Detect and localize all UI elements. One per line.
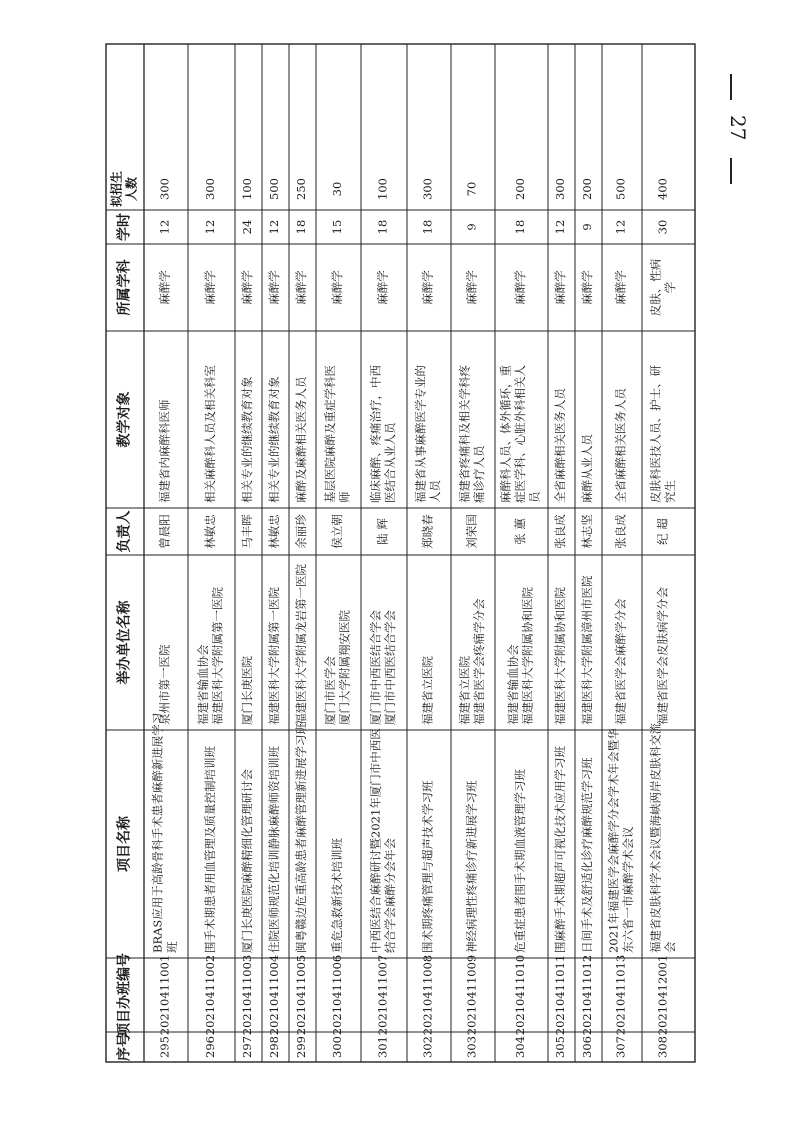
- cell-col-count: 250: [294, 178, 309, 200]
- cell-col-count: 100: [375, 178, 390, 200]
- cell-col-hours: 12: [613, 219, 628, 235]
- cell-col-seq: 300: [330, 1036, 345, 1058]
- cell-col-count: 200: [513, 178, 528, 200]
- table-body: [106, 44, 695, 1062]
- cell-col-hours: 18: [294, 219, 309, 235]
- cell-col-code: 20210411010: [513, 954, 528, 1036]
- cell-col-audience: 福建省疼痛科及相关学科疼: [457, 365, 472, 503]
- cell-col-code: 20210411001: [157, 954, 172, 1036]
- cell-col-audience: 师: [337, 491, 352, 503]
- cell-col-hours: 18: [375, 219, 390, 235]
- cell-col-code: 20210411004: [267, 954, 282, 1036]
- cell-col-person: 林敏忠: [203, 514, 218, 549]
- cell-col-name: 会: [662, 941, 677, 953]
- cell-col-subject: 麻醉学: [157, 270, 172, 305]
- cell-col-audience: 皮肤科医技人员、护士、研: [648, 365, 663, 503]
- cell-col-hours: 15: [330, 219, 345, 235]
- cell-col-audience: 痛诊疗人员: [471, 445, 486, 503]
- page-number: [712, 70, 752, 190]
- cell-col-name: 重危急救新技术培训班: [330, 838, 345, 953]
- cell-col-org: 福建医科大学附属第一医院: [210, 587, 225, 725]
- cell-col-name: BRAS应用于高龄骨科手术患者麻醉新进展学习: [150, 712, 165, 953]
- cell-col-audience: 相关麻醉科人员及相关科室: [203, 365, 218, 503]
- cell-col-code: 20210411009: [464, 954, 479, 1036]
- cell-col-count: 200: [580, 178, 595, 200]
- cell-col-count: 400: [655, 178, 670, 200]
- cell-col-org: 泉州市第一医院: [157, 644, 172, 725]
- cell-col-audience: 相关专业的继续教育对象: [267, 376, 282, 503]
- cell-col-hours: 12: [203, 219, 218, 235]
- cell-col-subject: 麻醉学: [267, 270, 282, 305]
- cell-col-count: 300: [420, 178, 435, 200]
- cell-col-audience: 员: [527, 491, 542, 503]
- header-col-code: 项目办班编号: [116, 953, 133, 1037]
- cell-col-org: 厦门市医学会: [322, 656, 337, 725]
- cell-col-seq: 304: [513, 1036, 528, 1058]
- header-col-person: 负责人: [116, 510, 133, 553]
- cell-col-name: 2021年福建医学会麻醉学分会学术年会暨华: [606, 728, 621, 953]
- cell-col-audience: 全省麻醉相关医务人员: [553, 388, 568, 503]
- cell-col-org: 福建医科大学附属协和医院: [520, 587, 535, 725]
- cell-col-seq: 303: [464, 1036, 479, 1058]
- page-number-dash-top: [730, 74, 732, 100]
- cell-col-name: 日间手术及舒适化诊疗麻醉规范学习班: [580, 757, 595, 953]
- cell-col-org: 厦门市中西医结合学会: [368, 610, 383, 725]
- cell-col-count: 100: [240, 178, 255, 200]
- cell-col-code: 20210411012: [580, 954, 595, 1036]
- cell-col-name: 危重症患者围手术期血液管理学习班: [513, 769, 528, 953]
- cell-col-name: 东六省一市麻醉学术会议: [620, 826, 635, 953]
- header-col-hours: 学时: [116, 213, 133, 241]
- page-number-text: 27: [726, 115, 750, 141]
- cell-col-person: 纪 超: [655, 518, 670, 545]
- cell-col-seq: 295: [157, 1036, 172, 1058]
- cell-col-audience: 全省麻醉相关医务人员: [613, 388, 628, 503]
- cell-col-audience: 症医学科、心脏外科相关人: [513, 365, 528, 503]
- cell-col-code: 20210411011: [553, 954, 568, 1036]
- cell-col-audience: 麻醉从业人员: [580, 434, 595, 503]
- cell-col-hours: 12: [553, 219, 568, 235]
- cell-col-audience: 基层医院麻醉及重症学科医: [322, 365, 337, 503]
- cell-col-org: 福建省立医院: [420, 656, 435, 725]
- cell-col-subject: 麻醉学: [513, 270, 528, 305]
- cell-col-hours: 30: [655, 219, 670, 235]
- cell-col-seq: 306: [580, 1036, 595, 1058]
- cell-col-person: 刘荣国: [464, 514, 479, 549]
- cell-col-person: 郑晓春: [420, 514, 435, 549]
- cell-col-audience: 麻醉及麻醉相关医务人员: [294, 376, 309, 503]
- cell-col-hours: 18: [513, 219, 528, 235]
- cell-col-org: 厦门大学附属翔安医院: [337, 610, 352, 725]
- cell-col-person: 林志坚: [580, 514, 595, 549]
- cell-col-org: 厦门市中西医结合学会: [382, 610, 397, 725]
- cell-col-subject: 麻醉学: [580, 270, 595, 305]
- header-col-audience: 教学对象: [116, 391, 133, 448]
- cell-col-count: 30: [330, 181, 345, 197]
- cell-col-person: 曾晨阳: [157, 514, 172, 549]
- page-number-dash-bottom: [730, 158, 732, 184]
- cell-col-name: 中西医结合麻醉研讨暨2021年厦门市中西医: [368, 728, 383, 953]
- cell-col-seq: 307: [613, 1036, 628, 1058]
- cell-col-subject: 麻醉学: [420, 270, 435, 305]
- cell-col-subject: 麻醉学: [240, 270, 255, 305]
- cell-col-subject: 学: [662, 281, 677, 294]
- header-col-name: 项目名称: [116, 816, 133, 872]
- cell-col-org: 福建省医学会疼痛学分会: [471, 598, 486, 725]
- cell-col-name: 围手术期患者用血管理及质量控制培训班: [203, 746, 218, 953]
- cell-col-audience: 相关专业的继续教育对象: [240, 376, 255, 503]
- cell-col-person: 张 蕙: [513, 518, 528, 545]
- cell-col-org: 福建省立医院: [457, 656, 472, 725]
- cell-col-count: 500: [613, 178, 628, 200]
- cell-col-org: 厦门长庚医院: [240, 656, 255, 725]
- cell-col-audience: 麻醉科人员、体外循环，重: [498, 365, 513, 503]
- cell-col-person: 张良成: [553, 514, 568, 549]
- cell-col-org: 福建省医学会麻醉学分会: [613, 598, 628, 725]
- cell-col-count: 300: [157, 178, 172, 200]
- cell-col-name: 结合学会麻醉分会年会: [382, 838, 397, 953]
- cell-col-hours: 9: [580, 223, 595, 231]
- cell-col-audience: 福建省内麻醉科医师: [157, 399, 172, 503]
- cell-col-audience: 究生: [662, 480, 677, 503]
- cell-col-person: 陆 辉: [375, 518, 390, 545]
- cell-col-count: 300: [203, 178, 218, 200]
- cell-col-name: 班: [164, 941, 179, 953]
- cell-col-hours: 9: [464, 223, 479, 231]
- cell-col-subject: 麻醉学: [330, 270, 345, 305]
- cell-col-subject: 麻醉学: [553, 270, 568, 305]
- header-col-subject: 所属学科: [116, 259, 133, 316]
- header-col-seq: 序号: [116, 1033, 133, 1061]
- header-col-count: 人数: [124, 176, 139, 202]
- cell-col-audience: 福建省从事麻醉医学专业的: [413, 365, 428, 503]
- cell-col-seq: 296: [203, 1036, 218, 1058]
- cell-col-name: 住院医师规范化培训静脉麻醉师资培训班: [267, 746, 282, 953]
- cell-col-seq: 308: [655, 1036, 670, 1058]
- cell-col-name: 厦门长庚医院麻醉精细化管理研讨会: [240, 769, 255, 953]
- cell-col-org: 福建医科大学附属协和医院: [553, 587, 568, 725]
- cell-col-org: 福建医科大学附属龙岩第一医院: [294, 564, 309, 725]
- cell-col-name: 福建省皮肤科学术会议暨海峡两岸皮肤科交流: [648, 723, 663, 953]
- cell-col-subject: 麻醉学: [294, 270, 309, 305]
- cell-col-hours: 12: [267, 219, 282, 235]
- cell-col-person: 余丽珍: [294, 514, 309, 549]
- header-col-org: 举办单位名称: [116, 600, 133, 685]
- cell-col-seq: 302: [420, 1036, 435, 1058]
- cell-col-person: 马丰晖: [240, 514, 255, 549]
- cell-col-audience: 医结合从业人员: [382, 422, 397, 503]
- cell-col-person: 张良成: [613, 514, 628, 549]
- cell-col-subject: 麻醉学: [203, 270, 218, 305]
- cell-col-org: 福建省输血协会: [195, 644, 210, 725]
- cell-col-name: 闽粤赣边危重高龄患者麻醉管理新进展学习班: [294, 723, 309, 953]
- cell-col-subject: 麻醉学: [464, 270, 479, 305]
- cell-col-audience: 临床麻醉、疼痛治疗，中西: [368, 365, 383, 503]
- cell-col-org: 福建医科大学附属漳州市医院: [580, 575, 595, 725]
- cell-col-code: 20210411005: [294, 954, 309, 1036]
- cell-col-code: 20210411007: [375, 954, 390, 1036]
- cell-col-hours: 24: [240, 219, 255, 235]
- cell-col-org: 福建省医学会皮肤病学分会: [655, 587, 670, 725]
- cell-col-person: 林敏忠: [267, 514, 282, 549]
- cell-col-person: 侯立朝: [330, 514, 345, 549]
- cell-col-subject: 麻醉学: [375, 270, 390, 305]
- cell-col-code: 20210411008: [420, 954, 435, 1036]
- cell-col-subject: 皮肤、性病: [648, 258, 663, 317]
- cell-col-seq: 301: [375, 1036, 390, 1058]
- cell-col-subject: 麻醉学: [613, 270, 628, 305]
- cell-col-count: 500: [267, 178, 282, 200]
- cell-col-hours: 12: [157, 219, 172, 235]
- cell-col-code: 20210412001: [655, 954, 670, 1036]
- cell-col-code: 20210411002: [203, 954, 218, 1036]
- cell-col-org: 福建医科大学附属第一医院: [267, 587, 282, 725]
- cell-col-seq: 298: [267, 1036, 282, 1058]
- cell-col-org: 福建省输血协会: [505, 644, 520, 725]
- cell-col-count: 300: [553, 178, 568, 200]
- cell-col-code: 20210411003: [240, 954, 255, 1036]
- cell-col-seq: 297: [240, 1036, 255, 1058]
- cell-col-name: 神经病理性疼痛诊疗新进展学习班: [464, 780, 479, 953]
- cell-col-code: 20210411006: [330, 954, 345, 1036]
- cell-col-code: 20210411013: [613, 954, 628, 1036]
- cell-col-hours: 18: [420, 219, 435, 235]
- cell-col-seq: 299: [294, 1036, 309, 1058]
- cell-col-audience: 人员: [427, 480, 442, 503]
- cell-col-name: 围术期疼痛管理与超声技术学习班: [420, 780, 435, 953]
- cell-col-seq: 305: [553, 1036, 568, 1058]
- cell-col-count: 70: [464, 181, 479, 197]
- header-col-count: 拟招生: [109, 170, 124, 208]
- cell-col-name: 围麻醉手术期超声可视化技术应用学习班: [553, 746, 568, 953]
